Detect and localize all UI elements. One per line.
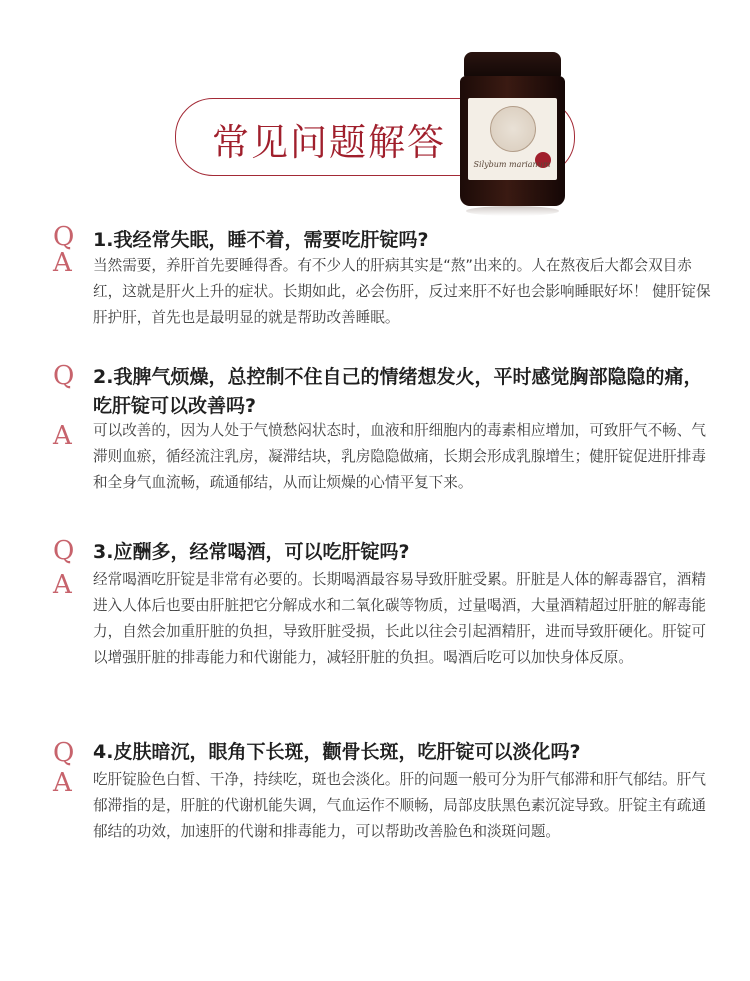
q-mark: Q (53, 222, 75, 252)
a-mark: A (53, 421, 72, 451)
page-title: 常见问题解答 (212, 121, 446, 164)
product-jar-image (460, 52, 565, 217)
q-mark: Q (53, 361, 75, 391)
jar-lid (464, 52, 561, 78)
a-mark: A (53, 768, 72, 798)
faq-question: 2.我脾气烦燥，总控制不住自己的情绪想发火，平时感觉胸部隐隐的痛，吃肝锭可以改善吗? (93, 366, 703, 417)
faq-answer: 经常喝酒吃肝锭是非常有必要的。长期喝酒最容易导致肝脏受累。肝脏是人体的解毒器官，酒精进入人体后也要由肝脏把它分解成水和二氧化碳等物质，过量喝酒，大量酒精超过肝脏的解毒能力，自然会加重肝脏的负担，导致肝脏受损，长此以往会引起酒精肝，进而导致肝硬化。肝锭可以增强肝脏的排毒能力和代谢能力，减轻肝脏的负担。喝酒后吃可以加快身体反原。 (93, 571, 706, 666)
faq-question: 4.皮肤暗沉，眼角下长斑，颧骨长斑，吃肝锭可以淡化吗? (93, 741, 581, 763)
faq-answer: 当然需要，养肝首先要睡得香。有不少人的肝病其实是“熬”出来的。人在熬夜后大都会双目赤红，这就是肝火上升的症状。长期如此，必会伤肝，反过来肝不好也会影响睡眠好坏！ 健肝锭保肝护肝，首先也是最明显的就是帮助改善睡眠。 (93, 257, 711, 326)
faq-question: 3.应酬多，经常喝酒，可以吃肝锭吗? (93, 541, 410, 563)
jar-reflection (466, 206, 559, 216)
a-mark: A (53, 248, 72, 278)
a-mark: A (53, 570, 72, 600)
q-mark: Q (53, 738, 75, 768)
q-mark: Q (53, 536, 75, 566)
jar-label-text: Silybum marianum (473, 160, 551, 169)
jar-seal-icon (490, 106, 536, 152)
faq-answer: 吃肝锭脸色白皙、干净，持续吃，斑也会淡化。肝的问题一般可分为肝气郁滞和肝气郁结。肝气郁滞指的是，肝脏的代谢机能失调，气血运作不顺畅，局部皮肤黑色素沉淀导致。肝锭主有疏通郁结的功效，加速肝的代谢和排毒能力，可以帮助改善脸色和淡斑问题。 (93, 771, 706, 840)
header (0, 0, 750, 215)
faq-answer: 可以改善的，因为人处于气愤愁闷状态时，血液和肝细胞内的毒素相应增加，可致肝气不畅、气滞则血瘀，循经流注乳房，凝滞结块，乳房隐隐做痛，长期会形成乳腺增生；健肝锭促进肝排毒和全身气血流畅，疏通郁结，从而让烦燥的心情平复下来。 (93, 422, 706, 491)
faq-question: 1.我经常失眠，睡不着，需要吃肝锭吗? (93, 229, 429, 251)
